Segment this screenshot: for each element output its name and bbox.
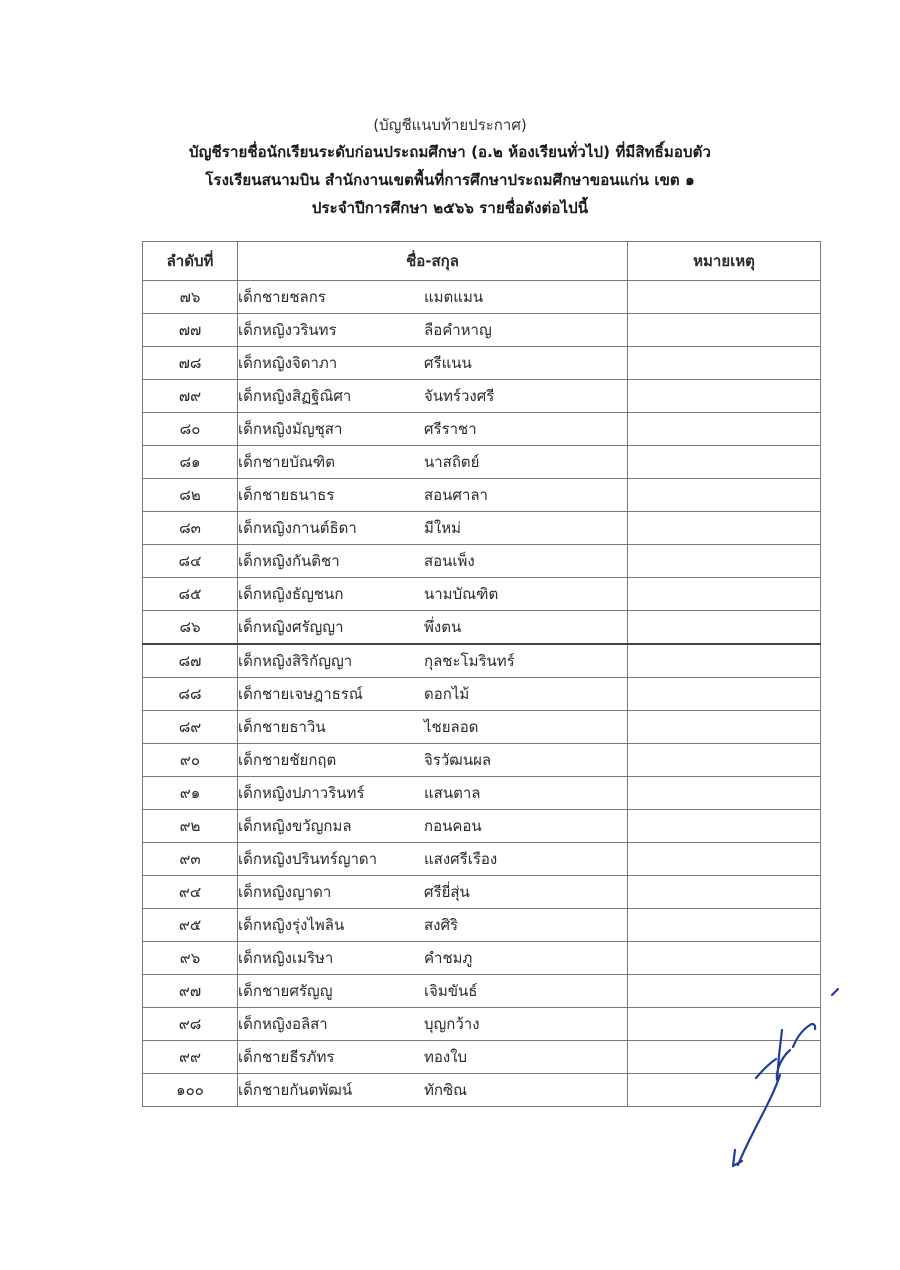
table-row [143, 909, 821, 942]
student-first-name: เด็กชายกันตพัฒน์ [238, 1081, 353, 1099]
student-first-name: เด็กหญิงปรินทร์ญาดา [238, 850, 378, 868]
row-number: ๘๑ [143, 446, 238, 479]
table-row [143, 545, 821, 578]
student-first-name: เด็กชายเจษฎาธรณ์ [238, 685, 363, 703]
row-number: ๘๔ [143, 545, 238, 578]
student-first-name: เด็กชายธีรภัทร [238, 1048, 335, 1066]
student-first-name: เด็กหญิงศรัญญา [238, 618, 344, 636]
note-cell [628, 843, 821, 876]
student-first-name: เด็กหญิงมัญชุสา [238, 420, 343, 438]
note-cell [628, 744, 821, 777]
row-number: ๘๖ [143, 611, 238, 645]
row-number: ๙๙ [143, 1041, 238, 1074]
student-name-cell [238, 281, 628, 314]
student-last-name: เจิมขันธ์ [424, 982, 478, 1000]
student-first-name: เด็กหญิงเมริษา [238, 949, 334, 967]
student-last-name: นาสถิตย์ [424, 453, 480, 471]
document-title-line-3: ประจำปีการศึกษา ๒๕๖๖ รายชื่อดังต่อไปนี้ [311, 199, 589, 217]
student-name-cell [238, 512, 628, 545]
table-row [143, 446, 821, 479]
student-first-name: เด็กหญิงกันติชา [238, 552, 340, 570]
student-last-name: จันทร์วงศรี [424, 387, 495, 405]
row-number: ๙๑ [143, 777, 238, 810]
row-number: ๙๕ [143, 909, 238, 942]
student-last-name: จิรวัฒนผล [424, 751, 492, 769]
table-row [143, 281, 821, 314]
student-name-cell [238, 347, 628, 380]
note-cell [628, 413, 821, 446]
student-name-cell [238, 545, 628, 578]
row-number: ๗๗ [143, 314, 238, 347]
student-first-name: เด็กหญิงวรินทร [238, 321, 337, 339]
note-cell [628, 711, 821, 744]
table-row [143, 678, 821, 711]
student-last-name: ทักซิณ [424, 1081, 468, 1099]
table-row [143, 413, 821, 446]
student-last-name: สงศิริ [424, 916, 459, 934]
student-name-cell [238, 578, 628, 611]
header-note: หมายเหตุ [628, 242, 821, 281]
student-last-name: ทองใบ [424, 1048, 468, 1066]
document-title-line-1: บัญชีรายชื่อนักเรียนระดับก่อนประถมศึกษา (อ.๒ ห้องเรียนทั่วไป) ที่มีสิทธิ์มอบตัว [189, 143, 711, 161]
student-name-cell [238, 446, 628, 479]
table-row [143, 380, 821, 413]
student-first-name: เด็กหญิงธัญชนก [238, 585, 344, 603]
document-subtitle: (บัญชีแนบท้ายประกาศ) [373, 116, 527, 134]
student-name-cell [238, 1008, 628, 1041]
row-number: ๙๓ [143, 843, 238, 876]
note-cell [628, 512, 821, 545]
student-first-name: เด็กชายธนาธร [238, 486, 335, 504]
student-first-name: เด็กหญิงขวัญกมล [238, 817, 352, 835]
student-last-name: กอนคอน [424, 817, 482, 835]
row-number: ๘๙ [143, 711, 238, 744]
row-number: ๙๗ [143, 975, 238, 1008]
student-last-name: ศรีแนน [424, 354, 472, 372]
table-row [143, 876, 821, 909]
student-first-name: เด็กหญิงปภาวรินทร์ [238, 784, 365, 802]
row-number: ๘๓ [143, 512, 238, 545]
table-row [143, 578, 821, 611]
row-number: ๘๗ [143, 644, 238, 678]
handwritten-signature [700, 985, 860, 1185]
document-title-line-2: โรงเรียนสนามบิน สำนักงานเขตพื้นที่การศึกษาประถมศึกษาขอนแก่น เขต ๑ [205, 171, 695, 189]
note-cell [628, 347, 821, 380]
table-row [143, 777, 821, 810]
table-row [143, 711, 821, 744]
student-roster-table [142, 241, 821, 1107]
student-last-name: บุญกว้าง [424, 1015, 480, 1033]
row-number: ๗๙ [143, 380, 238, 413]
student-name-cell [238, 744, 628, 777]
note-cell [628, 644, 821, 678]
table-row [143, 644, 821, 678]
row-number: ๙๖ [143, 942, 238, 975]
note-cell [628, 446, 821, 479]
note-cell [628, 479, 821, 512]
note-cell [628, 942, 821, 975]
student-name-cell [238, 777, 628, 810]
note-cell [628, 909, 821, 942]
table-row [143, 843, 821, 876]
student-name-cell [238, 975, 628, 1008]
student-last-name: ศรียี่สุ่น [424, 883, 470, 901]
row-number: ๙๘ [143, 1008, 238, 1041]
student-last-name: ศรีราชา [424, 420, 477, 438]
table-row [143, 744, 821, 777]
table-row [143, 611, 821, 645]
row-number: ๙๒ [143, 810, 238, 843]
header-no: ลำดับที่ [143, 242, 238, 281]
student-first-name: เด็กหญิงสิฏฐิณิศา [238, 387, 352, 405]
row-number: ๗๘ [143, 347, 238, 380]
student-last-name: ไชยลอด [424, 718, 479, 736]
student-name-cell [238, 380, 628, 413]
student-last-name: นามบัณฑิต [424, 585, 499, 603]
row-number: ๙๔ [143, 876, 238, 909]
student-first-name: เด็กหญิงรุ่งไพลิน [238, 916, 345, 934]
note-cell [628, 314, 821, 347]
table-header-row [143, 242, 821, 281]
student-first-name: เด็กชายศรัญญู [238, 982, 333, 1000]
note-cell [628, 678, 821, 711]
row-number: ๘๒ [143, 479, 238, 512]
row-number: ๑๐๐ [143, 1074, 238, 1107]
table-row [143, 347, 821, 380]
student-last-name: แสนตาล [424, 784, 481, 802]
note-cell [628, 810, 821, 843]
student-name-cell [238, 942, 628, 975]
student-first-name: เด็กหญิงอลิสา [238, 1015, 328, 1033]
table-row [143, 512, 821, 545]
note-cell [628, 611, 821, 645]
student-last-name: สอนศาลา [424, 486, 488, 504]
row-number: ๗๖ [143, 281, 238, 314]
student-name-cell [238, 909, 628, 942]
student-last-name: แสงศรีเรือง [424, 850, 498, 868]
table-row [143, 810, 821, 843]
row-number: ๘๐ [143, 413, 238, 446]
document-header [0, 112, 900, 222]
student-first-name: เด็กหญิงจิดาภา [238, 354, 338, 372]
student-name-cell [238, 678, 628, 711]
student-first-name: เด็กชายบัณฑิต [238, 453, 335, 471]
student-name-cell [238, 314, 628, 347]
student-first-name: เด็กชายธาวิน [238, 718, 326, 736]
student-last-name: พึ่งตน [424, 618, 462, 636]
student-last-name: สอนเพ็ง [424, 552, 475, 570]
student-name-cell [238, 1041, 628, 1074]
student-name-cell [238, 810, 628, 843]
student-name-cell [238, 611, 628, 645]
note-cell [628, 876, 821, 909]
student-name-cell [238, 1074, 628, 1107]
row-number: ๘๘ [143, 678, 238, 711]
student-last-name: ลือคำหาญ [424, 321, 492, 339]
student-first-name: เด็กหญิงกานต์ธิดา [238, 519, 357, 537]
student-name-cell [238, 413, 628, 446]
note-cell [628, 545, 821, 578]
student-last-name: มีใหม่ [424, 519, 461, 537]
row-number: ๙๐ [143, 744, 238, 777]
table-row [143, 942, 821, 975]
student-name-cell [238, 876, 628, 909]
student-first-name: เด็กหญิงสิริกัญญา [238, 652, 353, 670]
note-cell [628, 777, 821, 810]
student-last-name: คำชมภู [424, 949, 473, 967]
table-row [143, 479, 821, 512]
table-row [143, 314, 821, 347]
student-last-name: กุลชะโมรินทร์ [424, 652, 515, 670]
table-body [143, 281, 821, 1107]
student-last-name: ดอกไม้ [424, 685, 470, 703]
student-name-cell [238, 644, 628, 678]
student-first-name: เด็กหญิงญาดา [238, 883, 332, 901]
note-cell [628, 578, 821, 611]
student-name-cell [238, 711, 628, 744]
row-number: ๘๕ [143, 578, 238, 611]
student-first-name: เด็กชายชัยกฤต [238, 751, 337, 769]
header-name: ชื่อ-สกุล [238, 242, 628, 281]
student-name-cell [238, 843, 628, 876]
student-last-name: แมตแมน [424, 288, 484, 306]
note-cell [628, 281, 821, 314]
note-cell [628, 380, 821, 413]
student-name-cell [238, 479, 628, 512]
student-first-name: เด็กชายชลกร [238, 288, 326, 306]
